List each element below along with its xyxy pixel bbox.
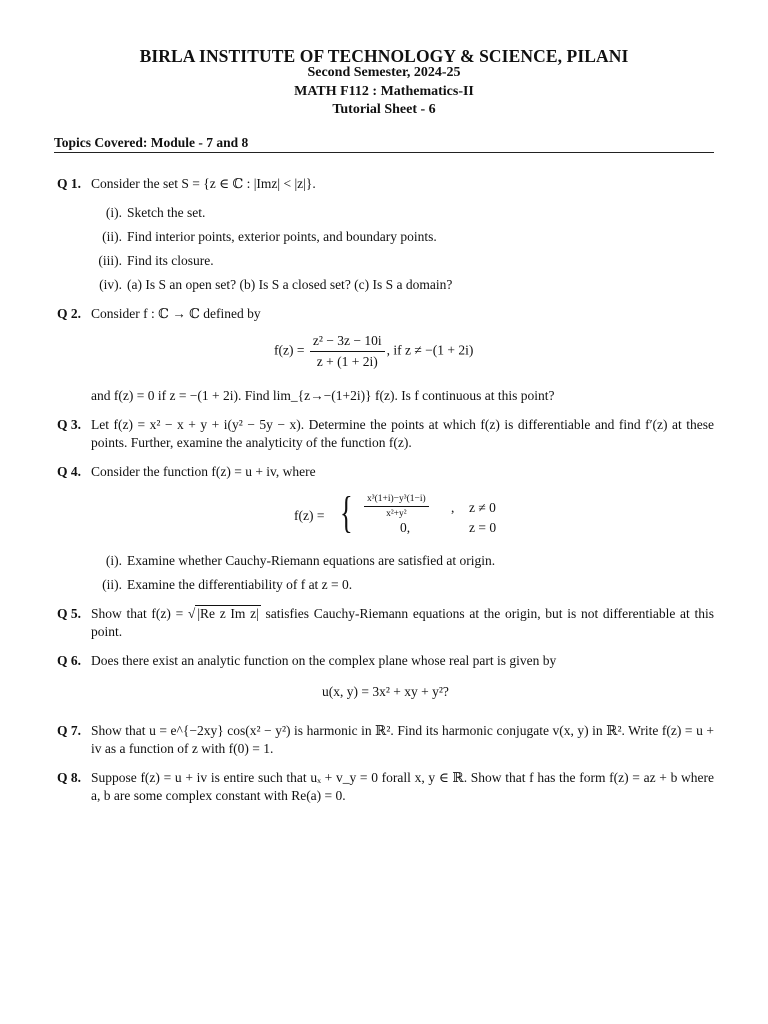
question-text: Consider the set S = {z ∈ ℂ : |Imz| < |z|}.: [91, 176, 316, 191]
sub-item: (i). Sketch the set.: [105, 205, 206, 220]
semester-line: Second Semester, 2024-25: [307, 65, 461, 80]
question-number: Q 6.: [57, 653, 82, 668]
question-number: Q 2.: [57, 306, 82, 321]
question-7: [57, 722, 714, 758]
question-number: Q 5.: [57, 606, 82, 621]
question-text: Show that f(z) = √ |Re z Im z| satisfies Cauchy-Riemann equations at the origin, but is not differentiable at this point.: [91, 606, 715, 639]
question-5: [57, 605, 714, 641]
question-number: Q 3.: [57, 417, 82, 432]
question-1: [57, 175, 714, 193]
question-text: Show that u = e^{−2xy} cos(x² − y²) is harmonic in ℝ². Find its harmonic conjugate v(x, y) in ℝ². Write f(z) = u + iv as a function of z with f(0) = 1.: [91, 723, 714, 756]
question-text: and f(z) = 0 if z = −(1 + 2i). Find lim_{z→−(1+2i)} f(z). Is f continuous at this point?: [91, 388, 555, 403]
question-6: [57, 652, 714, 670]
question-8: [57, 769, 714, 805]
question-3: [57, 416, 714, 452]
question-4: [57, 463, 714, 481]
sub-item: (ii). Examine the differentiability of f at z = 0.: [102, 577, 353, 592]
question-text: Let f(z) = x² − x + y + i(y² − 5y − x). Determine the points at which f(z) is differentiable and find f′(z) at these points. Further, examine the analyticity of the function f(z).: [91, 417, 714, 450]
question-text: Does there exist an analytic function on the complex plane whose real part is given by: [91, 653, 557, 668]
tutorial-sheet-page: BIRLA INSTITUTE OF TECHNOLOGY & SCIENCE, PILANI Second Semester, 2024-25 MATH F112 : Mathematics-II Tutorial Sheet - 6 Topics Covered: Module - 7 and 8 Q 1. Consider the set S = {z ∈ ℂ : |Imz| < |z|}. (i). Sketch the set. (ii). Find interior points, exterior points, and boundary points. (iii). Find its closure. (iv). (a) Is S an open set? (b) Is S a closed set? (c) Is S a domain? Q 2. Consider f : ℂ → ℂ defined by f(z) = $\frac{\text{z² − 3z − 10i}}{z + (1 + 2i)}$ , if z ≠ −(1 + 2i) and f(z) = 0 if z = −(1 + 2i). Find lim_{z→−(1+2i)} f(z). Is f continuous at this point? Q 3. Let f(z) = x² − x + y + i(y² − 5y − x). Determine the points at which f(z) is differentiable and find f′(z) at these points. Further, examine the analyticity of the function f(z). Q 4. Consider the function f(z) = u + iv, where f(z) = { $\frac{\text{x³(1+i)−y³(1−i)}}{\text{x²+y²}}$ , z ≠ 0 0, z = 0 (i). Examine whether Cauchy-Riemann equations are satisfied at origin. (ii). Examine the differentiability of f at z = 0. Q 5. Show that f(z) = √ |Re z Im z| satisfies Cauchy-Riemann equations at the origin, but is not differentiable at this point. Q 6. Does there exist an analytic function on the complex plane whose real part is given by u(x, y) = 3x² + xy + y²? Q 7. Show that u = e^{−2xy} cos(x² − y²) is harmonic in ℝ². Find its harmonic conjugate v(x, y) in ℝ². Write f(z) = u + iv as a function of z with f(0) = 1. Q 8. Suppose f(z) = u + iv is entire such that uₓ + v_y = 0 forall x, y ∈ ℝ. Show that f has the form f(z) = az + b where a, b are some complex constant with Re(a) = 0.: [0, 0, 768, 1024]
question-number: Q 7.: [57, 723, 82, 738]
equation-u: u(x, y) = 3x² + xy + y²?: [322, 684, 449, 699]
course-line: MATH F112 : Mathematics-II: [294, 84, 474, 99]
question-2-continued: [57, 387, 714, 405]
sub-item: (iii). Find its closure.: [98, 253, 214, 268]
question-number: Q 1.: [57, 176, 82, 191]
topics-covered: Topics Covered: Module - 7 and 8: [54, 135, 714, 153]
sub-item: (iv). (a) Is S an open set? (b) Is S a closed set? (c) Is S a domain?: [99, 277, 453, 292]
question-text: Suppose f(z) = u + iv is entire such that uₓ + v_y = 0 forall x, y ∈ ℝ. Show that f has the form f(z) = az + b where a, b are some complex constant with Re(a) = 0.: [91, 770, 714, 803]
question-text: Consider f : ℂ → ℂ defined by: [91, 306, 261, 321]
sub-item: (i). Examine whether Cauchy-Riemann equations are satisfied at origin.: [105, 553, 496, 568]
question-2: [57, 305, 714, 323]
sheet-title: Tutorial Sheet - 6: [332, 102, 436, 117]
sub-item: (ii). Find interior points, exterior points, and boundary points.: [102, 229, 437, 244]
question-text: Consider the function f(z) = u + iv, where: [91, 464, 316, 479]
question-number: Q 4.: [57, 464, 82, 479]
question-number: Q 8.: [57, 770, 82, 785]
institute-title: BIRLA INSTITUTE OF TECHNOLOGY & SCIENCE, PILANI: [139, 46, 629, 66]
equation-f-definition: f(z) = $\frac{\text{z² − 3z − 10i}}{z + (1 + 2i)}$ , if z ≠ −(1 + 2i): [274, 333, 474, 369]
